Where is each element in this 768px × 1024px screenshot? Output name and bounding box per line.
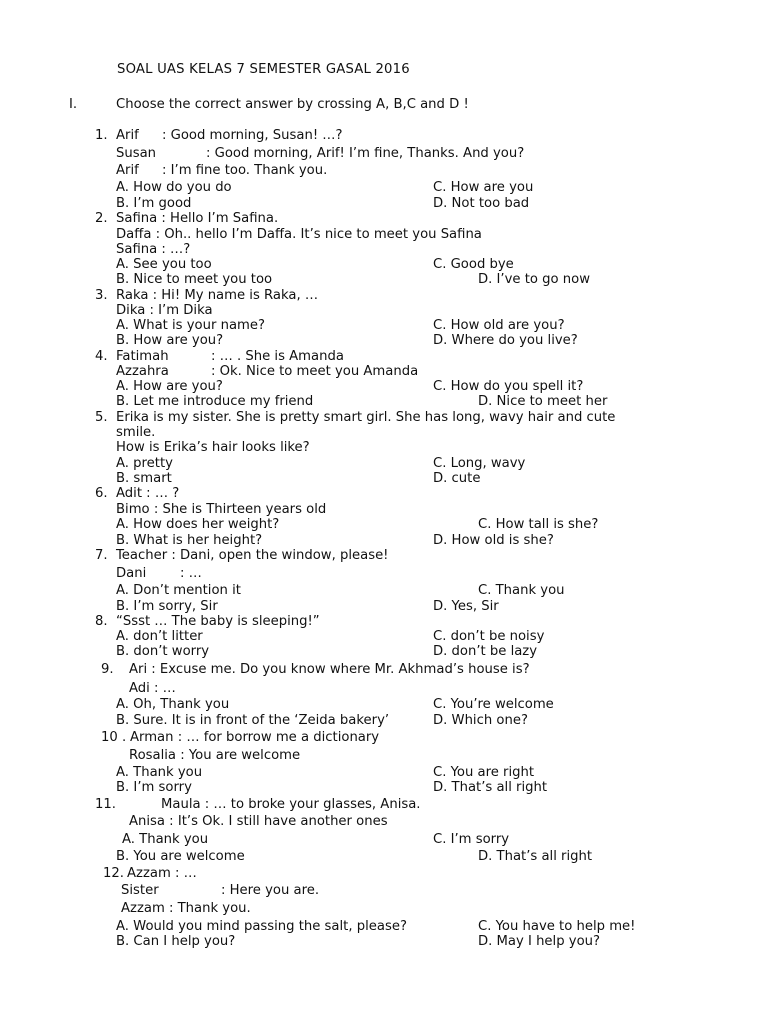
option-d: D. Not too bad xyxy=(433,196,530,211)
option-b: B. Let me introduce my friend xyxy=(116,394,314,409)
dialogue-line: : … xyxy=(180,566,202,581)
dialogue-line: Azzam : … xyxy=(127,866,197,881)
option-d: D. That’s all right xyxy=(478,849,593,864)
question-number: 5. xyxy=(95,410,108,425)
dialogue-line: Raka : Hi! My name is Raka, … xyxy=(116,288,319,303)
option-a: A. Don’t mention it xyxy=(116,583,241,598)
option-a: A. Would you mind passing the salt, please? xyxy=(116,919,407,934)
option-b: B. smart xyxy=(116,471,172,486)
speaker: Fatimah xyxy=(116,349,169,364)
option-d: D. That’s all right xyxy=(433,780,548,795)
option-c: C. Thank you xyxy=(478,583,565,598)
option-b: B. What is her height? xyxy=(116,533,263,548)
question-number: 12. xyxy=(103,866,124,881)
question-number: 1. xyxy=(95,128,108,143)
question-number: 8. xyxy=(95,614,108,629)
dialogue-line: Dika : I’m Dika xyxy=(116,303,213,318)
speaker: Arif xyxy=(116,163,139,178)
option-b: B. Sure. It is in front of the ‘Zeida bakery’ xyxy=(116,713,390,728)
option-a: A. How are you? xyxy=(116,379,223,394)
option-b: B. Nice to meet you too xyxy=(116,272,273,287)
question-number: 11. xyxy=(95,797,116,812)
option-b: B. I’m sorry xyxy=(116,780,192,795)
question-number: 4. xyxy=(95,349,108,364)
option-d: D. cute xyxy=(433,471,481,486)
option-a: A. See you too xyxy=(116,257,212,272)
option-c: C. You’re welcome xyxy=(433,697,554,712)
option-d: D. How old is she? xyxy=(433,533,554,548)
question-number: 3. xyxy=(95,288,108,303)
option-c: C. don’t be noisy xyxy=(433,629,545,644)
question-number: 7. xyxy=(95,548,108,563)
option-d: D. Nice to meet her xyxy=(478,394,608,409)
option-c: C. How do you spell it? xyxy=(433,379,584,394)
exam-title: SOAL UAS KELAS 7 SEMESTER GASAL 2016 xyxy=(117,62,410,77)
option-a: A. pretty xyxy=(116,456,173,471)
option-a: A. What is your name? xyxy=(116,318,265,333)
dialogue-line: Teacher : Dani, open the window, please! xyxy=(116,548,389,563)
option-c: C. You are right xyxy=(433,765,535,780)
question-text: How is Erika’s hair looks like? xyxy=(116,440,310,455)
option-b: B. don’t worry xyxy=(116,644,210,659)
dialogue-line: : … . She is Amanda xyxy=(211,349,344,364)
dialogue-line: Arman : … for borrow me a dictionary xyxy=(130,730,380,745)
option-c: C. You have to help me! xyxy=(478,919,636,934)
speaker: Azzahra xyxy=(116,364,169,379)
option-c: C. Good bye xyxy=(433,257,514,272)
question-number: 6. xyxy=(95,486,108,501)
dialogue-line: Adit : … ? xyxy=(116,486,180,501)
option-a: A. Thank you xyxy=(116,765,203,780)
option-c: C. How tall is she? xyxy=(478,517,599,532)
passage-line: Erika is my sister. She is pretty smart girl. She has long, wavy hair and cute xyxy=(116,410,616,425)
dialogue-line: : Good morning, Arif! I’m fine, Thanks. And you? xyxy=(206,146,525,161)
dialogue-line: Anisa : It’s Ok. I still have another ones xyxy=(129,814,388,829)
dialogue-line: Adi : … xyxy=(129,681,176,696)
option-d: D. don’t be lazy xyxy=(433,644,538,659)
speaker: Susan xyxy=(116,146,157,161)
dialogue-line: : Ok. Nice to meet you Amanda xyxy=(211,364,419,379)
option-d: D. Which one? xyxy=(433,713,528,728)
speaker: Dani xyxy=(116,566,147,581)
option-d: D. May I help you? xyxy=(478,934,601,949)
speaker: Sister xyxy=(121,883,159,898)
section-instruction: Choose the correct answer by crossing A, B,C and D ! xyxy=(116,97,469,112)
dialogue-line: “Ssst … The baby is sleeping!” xyxy=(116,614,320,629)
dialogue-line: Maula : … to broke your glasses, Anisa. xyxy=(161,797,421,812)
option-c: C. How old are you? xyxy=(433,318,565,333)
option-c: C. How are you xyxy=(433,180,534,195)
dialogue-line: Azzam : Thank you. xyxy=(121,901,251,916)
section-numeral: I. xyxy=(69,97,78,112)
question-number: 10 . xyxy=(101,730,127,745)
dialogue-line: Ari : Excuse me. Do you know where Mr. Akhmad’s house is? xyxy=(129,662,530,677)
dialogue-line: Safina : …? xyxy=(116,242,191,257)
option-d: D. Where do you live? xyxy=(433,333,578,348)
dialogue-line: Safina : Hello I’m Safina. xyxy=(116,211,279,226)
option-b: B. How are you? xyxy=(116,333,224,348)
option-c: C. I’m sorry xyxy=(433,832,510,847)
option-a: A. How do you do xyxy=(116,180,232,195)
option-a: A. don’t litter xyxy=(116,629,203,644)
option-b: B. Can I help you? xyxy=(116,934,236,949)
dialogue-line: : Here you are. xyxy=(221,883,320,898)
option-a: A. Oh, Thank you xyxy=(116,697,230,712)
option-b: B. I’m good xyxy=(116,196,192,211)
dialogue-line: Daffa : Oh.. hello I’m Daffa. It’s nice to meet you Safina xyxy=(116,227,482,242)
question-number: 9. xyxy=(101,662,114,677)
dialogue-line: : I’m fine too. Thank you. xyxy=(162,163,328,178)
question-number: 2. xyxy=(95,211,108,226)
dialogue-line: Bimo : She is Thirteen years old xyxy=(116,502,327,517)
dialogue-line: Rosalia : You are welcome xyxy=(129,748,301,763)
dialogue-line: : Good morning, Susan! …? xyxy=(162,128,343,143)
option-a: A. Thank you xyxy=(122,832,209,847)
option-b: B. I’m sorry, Sir xyxy=(116,599,218,614)
option-c: C. Long, wavy xyxy=(433,456,526,471)
passage-line: smile. xyxy=(116,425,156,440)
option-d: D. I’ve to go now xyxy=(478,272,591,287)
speaker: Arif xyxy=(116,128,139,143)
option-d: D. Yes, Sir xyxy=(433,599,499,614)
option-b: B. You are welcome xyxy=(116,849,245,864)
option-a: A. How does her weight? xyxy=(116,517,280,532)
